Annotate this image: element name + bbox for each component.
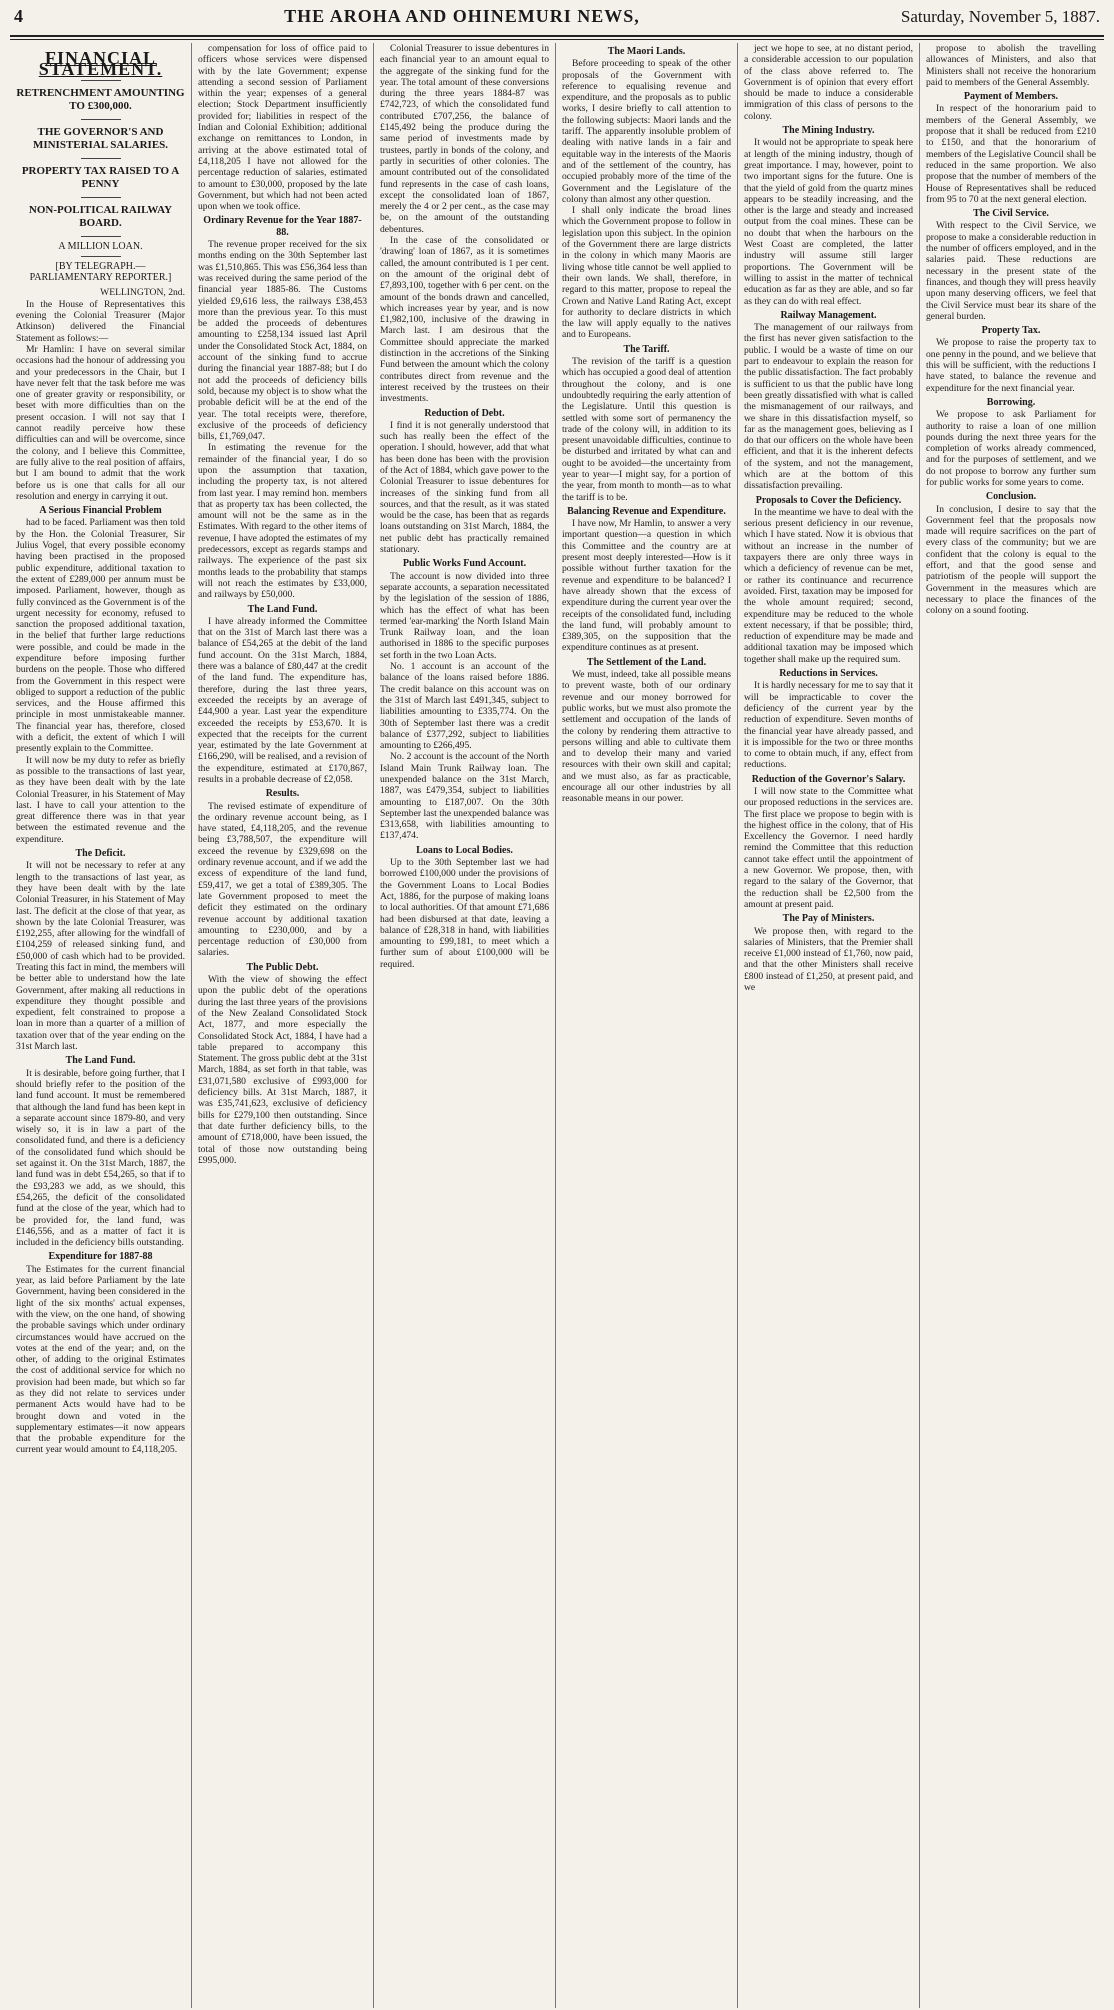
paragraph: In the meantime we have to deal with the serious present deficiency in our revenue, which I have stated. Now it is obvious that without an increase in the number of taxpayers there are only three ways in which a deficiency of revenue can be met, or rather its continuance and recurrence avoided. First, taxation may be imposed for the whole amount required; second, expenditure may be reduced to the whole extent necessary, if that be possible; third, reduction of expenditure may be made and additional taxation may be imposed which together shall make up the required sum. — [744, 506, 913, 665]
dateline: WELLINGTON, 2nd. — [100, 287, 185, 299]
deck-3: PROPERTY TAX RAISED TO A PENNY — [21, 164, 180, 190]
column-body — [744, 43, 913, 993]
deck-5: A MILLION LOAN. — [58, 240, 143, 252]
section-heading: Proposals to Cover the Deficiency. — [755, 494, 902, 506]
column-body — [198, 43, 367, 1166]
section-heading: The Deficit. — [75, 848, 126, 860]
paragraph: I have now, Mr Hamlin, to answer a very important question—a question in which this Committee and the country are at present most deeply interested—How is it possible without further taxation for the revenue and expenditure to be balanced? I have already shown that the excess of expenditure during the current year over the receipts of the consolidated fund, including the land fund, will probably amount to £389,305, on the supposition that the expenditure continues as at present. — [562, 518, 731, 654]
paragraph: The Estimates for the current financial year, as laid before Parliament by the late Government, having been considered in the light of the six months' actual expenses, with the view, on the one hand, of showing the probable savings which under ordinary circumstances would have accrued on the votes at the end of the year; and, on the other, of adding to the original Estimates the cost of additional service for which no provision had been made, but which so far as they did not relate to services under permanent Acts would have had to be brought down and voted in the supplementary estimates—it now appears that the probable expenditure for the current year would amount to £4,118,205. — [16, 1263, 185, 1456]
page-number: 4 — [14, 6, 23, 26]
column-6 — [920, 43, 1102, 2008]
paragraph: The revision of the tariff is a question which has occupied a good deal of attention throughout the colony, and is one undoubtedly requiring the early attention of the Legislature. Until this question is settled with some sort of permanency the trade of the colony will, in addition to its present unavoidable difficulties, continue to be disturbed and irritated by what can and ought to be avoided—the uncertainty from year to year—I might say, for a portion of the year, from month to month—as to what the tariff is to be. — [562, 356, 731, 503]
section-heading: Ordinary Revenue for the Year 1887-88. — [203, 215, 362, 238]
paragraph: It will now be my duty to refer as briefly as possible to the transactions of last year, as they have been dealt with by the late Colonial Treasurer, in his Statement of May last. I have to call your attention to the great difference there was in that year between the estimated revenue and the expenditure. — [16, 754, 185, 845]
section-heading: The Settlement of the Land. — [586, 656, 707, 668]
column-3 — [374, 43, 556, 2008]
paragraph: In the House of Representatives this evening the Colonial Treasurer (Major Atkinson) delivered the Financial Statement as follows:— — [16, 298, 185, 344]
paragraph: I have already informed the Committee that on the 31st of March last there was a balance of £54,265 at the debit of the land fund account. On the 31st March, 1884, there was a balance of £80,447 at the credit of the land fund. The expenditure has, therefore, during the last three years, exceeded the receipts by an average of £44,900 a year. Last year the expenditure exceeded the receipts by £53,670. It is expected that the receipts for the current year, estimated by the late Government at £166,290, will be realised, and a revision of the expenditure, estimated at £170,867, results in a probable decrease of £2,058. — [198, 615, 367, 785]
paragraph: I shall only indicate the broad lines which the Government propose to follow in legislation upon this subject. In the opinion of the Government there are large districts in the colony in which many Maoris are living whose title cannot be well applied to their own lands. We shall, therefore, in regard to this matter, propose to repeal the Crown and Native Land Rating Act, except for authority to declare districts in which the law will apply equally to the natives and to Europeans. — [562, 205, 731, 341]
column-5 — [738, 43, 920, 2008]
section-heading: Reductions in Services. — [779, 668, 878, 680]
paragraph: It is desirable, before going further, that I should briefly refer to the position of the land fund account. It must be remembered that although the land fund has been kept in a separate account since 1879-80, and very wisely so, it is in law a part of the consolidated fund, and there is a deficiency of the consolidated fund which should be set against it. On the 31st March, 1887, the land fund was in debt £54,265, so that if to the £93,283 we add, as we should, this £54,265, the deficit of the consolidated fund at the close of the year, which had to be provided for, the land fund, was £146,556, and as a matter of fact it is included in the deficiency bills outstanding. — [16, 1067, 185, 1249]
section-heading: Loans to Local Bodies. — [416, 844, 513, 856]
section-heading: Borrowing. — [986, 396, 1036, 408]
section-heading: Public Works Fund Account. — [402, 558, 527, 570]
section-heading: The Maori Lands. — [607, 46, 686, 57]
paragraph: The revenue proper received for the six months ending on the 30th September last was £1,510,865. This was £56,364 less than was received during the same period of the financial year 1885-86. The Customs yielded £9,616 less, the railways £38,453 more than the previous year. To this must be added the proceeds of debentures amounting to £258,134 issued last April under the Consolidated Stock Act, 1884, on account of the sinking fund to accrue during the financial year 1887-88; but I do not add the proceeds of deficiency bills sold, because my object is to show what the probable deficit will be at the end of the year. The total receipts were, therefore, exclusive of the proceeds of deficiency bills, £1,769,047. — [198, 239, 367, 443]
paragraph: ject we hope to see, at no distant period, a considerable accession to our population of the class above referred to. The Government is of opinion that every effort should be made to induce a considerable immigration of this class of persons to the colony. — [744, 43, 913, 122]
paragraph: With the view of showing the effect upon the public debt of the operations during the last three years of the provisions of the New Zealand Consolidated Stock Act, 1877, and more especially the Consolidated Stock Act, 1884, I have had a table prepared to accompany this Statement. The gross public debt at the 31st March, 1884, as set forth in that table, was £31,071,580 exclusive of £993,000 for deficiency bills. At 31st March, 1887, it was £35,741,623, exclusive of deficiency bills for £279,100 then outstanding. Since that date further deficiency bills, to the amount of £718,000, have been issued, the total of those now outstanding being £995,000. — [198, 974, 367, 1166]
section-heading: The Tariff. — [623, 343, 670, 355]
paragraph: compensation for loss of office paid to officers whose services were dispensed with by the late Government; expense attending a second session of Parliament within the year; expenses of a general election; Stock Department insufficiently provided for; liabilities in respect of the Indian and Colonial Exhibition; additional exchange on remittances to London, in arriving at the above estimated total of £4,118,205 I have not allowed for the percentage reduction of salaries, estimated to amount to £30,000, proposed by the late Government, but which had not been acted upon when we took office. — [198, 43, 367, 213]
section-heading: Railway Management. — [780, 309, 877, 321]
section-heading: The Public Debt. — [246, 961, 319, 973]
masthead — [10, 4, 1104, 37]
column-body — [926, 43, 1096, 617]
section-heading: The Mining Industry. — [782, 125, 875, 137]
section-heading: Balancing Revenue and Expenditure. — [567, 505, 726, 517]
paragraph: I find it is not generally understood that such has really been the effect of the operation. I should, however, add that what has been done has been with the provision of the Act of 1884, which gave power to the Colonial Treasurer to issue debentures for increases of the sinking fund from all sources, and that the result, as it was stated would be the case, has been that as regards loans outstanding on 31st March, 1884, the net public debt has practically remained stationary. — [380, 419, 549, 556]
section-heading: Conclusion. — [985, 491, 1037, 503]
section-heading: The Land Fund. — [247, 603, 318, 615]
column-body — [562, 46, 731, 805]
paragraph: The account is now divided into three separate accounts, a separation necessitated by the legislation of the session of 1886, which has the effect of what has been termed 'ear-marking' the North Island Main Trunk Railway loan, and the loan authorised in 1886 to the specific purposes set forth in the two Loan Acts. — [380, 570, 549, 661]
paragraph: It is hardly necessary for me to say that it will be impracticable to cover the deficiency of the current year by the reduction of expenditure. Seven months of the financial year have already passed, and it is impossible for the two or three months to come to obtain much, if any, effect from reductions. — [744, 680, 913, 771]
paragraph: propose to abolish the travelling allowances of Ministers, and also that Ministers shall not receive the honorarium paid to members of the General Assembly. — [926, 43, 1096, 88]
section-heading: Property Tax. — [981, 325, 1041, 337]
paragraph: Mr Hamlin: I have on several similar occasions had the honour of addressing you and your predecessors in the Chair, but I have never felt that the task before me was one of greater gravity or responsibility, or beset with more difficulties than on the present occasion. I will not say that I cannot readily perceive how these difficulties can and will be overcome, since the colony, and I believe this Committee, are fully alive to the real position of affairs, but I am bound to admit that the work before us is one that calls for all our resolution and energy in carrying it out. — [16, 343, 185, 502]
column-body — [16, 299, 185, 1456]
paragraph: We propose to raise the property tax to one penny in the pound, and we believe that this will be sufficient, with the reductions I have stated, to balance the revenue and expenditure for the next financial year. — [926, 337, 1096, 394]
masthead-rule — [10, 39, 1104, 40]
deck-1: RETRENCHMENT AMOUNTING TO £300,000. — [16, 86, 185, 112]
divider — [81, 256, 121, 257]
section-heading: Reduction of the Governor's Salary. — [751, 773, 906, 785]
section-heading: The Pay of Ministers. — [782, 913, 875, 925]
paragraph: Colonial Treasurer to issue debentures in each financial year to an amount equal to the aggregate of the sinking fund for the year. The total amount of these conversions during the three years 1884-87 was £742,723, of which the consolidated fund contributed £707,256, the balance of £145,492 being the produce during the same period of investments made by trustees, partly in bonds of the colony, and partly in securities of other colonies. The amount contributed out of the consolidated fund represents in the case of cash loans, except the consolidated loan of 1867, merely the 4 or 2 per cent., as the case may be, on the amount of the outstanding debentures. — [380, 43, 549, 235]
paragraph: had to be faced. Parliament was then told by the Hon. the Colonial Treasurer, Sir Julius Vogel, that every possible economy having been practised in the proposed public expenditure, additional taxation to the extent of £289,000 per annum must be imposed. Parliament, however, though as fully convinced as the Government is of the urgent necessity for economy, refused to sanction the proposed additional taxation, in the belief that further large reductions were possible, and could be made in the expenditure before imposing further burdens on the people. Those who differed from the Government in this respect were obliged to support a reduction of the public services, and the House affirmed this principle in most unmistakeable manner. The financial year has, therefore, closed with a deficit, the extent of which I will presently explain to the Committee. — [16, 517, 185, 755]
paragraph: With respect to the Civil Service, we propose to make a considerable reduction in the number of officers employed, and in the salaries paid. These reductions are necessary in the present state of the finances, and though they will press heavily upon many deserving officers, we feel that the Civil Service must bear its share of the general burden. — [926, 220, 1096, 322]
paragraph: We propose then, with regard to the salaries of Ministers, that the Premier shall receive £1,000 instead of £1,760, now paid, and that the other Ministers shall receive £800 instead of £1,250, at present paid, and we — [744, 925, 913, 994]
newspaper-title: THE AROHA AND OHINEMURI NEWS, — [284, 6, 640, 26]
paragraph: In respect of the honorarium paid to members of the General Assembly, we propose that it shall be reduced from £210 to £150, and that the honorarium of members of the Legislative Council shall be reduced in the same proportion. We also propose that the number of members of the House of Representatives shall be reduced from 95 to 70 at the next general election. — [926, 103, 1096, 205]
divider — [81, 119, 121, 120]
section-heading: Results. — [265, 788, 300, 800]
column-2 — [192, 43, 374, 2008]
paragraph: It would not be appropriate to speak here at length of the mining industry, though of great importance. I may, however, point to two important signs for the future. One is that the yield of gold from the quartz mines appears to be steadily increasing, and the other is the large and steady and increased output from the coal mines. These can be no doubt that when the harbours on the West Coast are completed, the latter industry will assume still larger proportions. The Government will be willing to assist in the matter of technical education as far as they are able, and so far as they can do with real effect. — [744, 137, 913, 307]
section-heading: The Civil Service. — [973, 208, 1049, 220]
byline: [BY TELEGRAPH.—PARLIAMENTARY REPORTER.] — [29, 260, 172, 284]
column-4 — [556, 43, 738, 2008]
deck-2: THE GOVERNOR'S AND MINISTERIAL SALARIES. — [32, 125, 169, 151]
paragraph: Up to the 30th September last we had borrowed £100,000 under the provisions of the Government Loans to Local Bodies Act, 1886, for the purpose of making loans to local authorities. Of that amount £71,686 had been disbursed at that date, leaving a balance of £28,318 in hand, with liabilities amounting to £99,181, to meet which a further sum of about £100,000 will be required. — [380, 857, 549, 970]
section-heading: A Serious Financial Problem — [39, 505, 162, 517]
column-1 — [10, 43, 192, 2008]
paragraph: In estimating the revenue for the remainder of the financial year, I do so upon the assumption that taxation, including the property tax, is not altered from last year. I may remind hon. members that as property tax has been collected, the amount will not be the same as in the Estimates. With regard to the other items of revenue, I have adopted the estimates of my predecessors, except as regards stamps and railways. The experience of the past six months leads to the probability that stamps will not reach the estimates by £33,000, and railways by £50,000. — [198, 442, 367, 601]
columns — [10, 43, 1104, 2008]
paragraph: The revised estimate of expenditure of the ordinary revenue account being, as I have stated, £4,118,205, and the revenue being £3,788,507, the expenditure will exceed the revenue by £329,698 on the ordinary revenue account, and if we add the excess of expenditure of the land fund, £59,417, we get a total of £389,305. The late Government proposed to meet the deficit they estimated on the ordinary revenue account by additional taxation amounting to £230,000, and by a percentage reduction of £30,000 from salaries. — [198, 800, 367, 959]
paragraph: In conclusion, I desire to say that the Government feel that the proposals now made will require sacrifices on the part of every class of the community; but we are confident that the colony is equal to the effort, and that the good sense and patriotism of the people will support the Government in the measures which are necessary to place the finances of the colony on a sound footing. — [926, 503, 1096, 617]
paragraph: It will not be necessary to refer at any length to the transactions of last year, as they have been dealt with by the late Colonial Treasurer, in his Statement of May last. The deficit at the close of that year, as shown by the late Colonial Treasurer, was £192,255, after allowing for the windfall of £104,259 of released sinking fund, and £50,000 of cash which had to be provided. Treating this fact in mind, the members will be better able to understand how the late Government, after making all reductions in expenditure they thought possible and expedient, felt constrained to propose a loan in more than a quarter of a million of taxation over that of the year ending on the 31st March last. — [16, 860, 185, 1053]
divider — [81, 80, 121, 81]
column-body — [380, 43, 549, 970]
section-heading: Payment of Members. — [963, 91, 1059, 103]
paragraph: In the case of the consolidated or 'drawing' loan of 1867, as it is sometimes called, the amount contributed is 1 per cent. on the amount of the original debt of £7,893,100, together with 6 per cent. on the amount of the bonds drawn and cancelled, which increases year by year, and is now £1,982,100, inclusive of the drawing in March last. I am desirous that the Committee should appreciate the marked distinction in the accretions of the Sinking Fund between the amount which the colony contributes direct from revenue and the interest received by the trustees on their investments. — [380, 235, 549, 405]
divider — [81, 158, 121, 159]
paragraph: I will now state to the Committee what our proposed reductions in the services are. The first place we propose to begin with is the highest office in the colony, that of His Excellency the Governor. I need hardly remind the Committee that this reduction cannot take effect until the appointment of a new Governor. We propose, then, with regard to the salary of the Governor, that the reduction shall be £2,500 from the amount at present paid. — [744, 786, 913, 910]
divider — [81, 197, 121, 198]
paragraph: We propose to ask Parliament for authority to raise a loan of one million pounds during the next three years for the completion of works already commenced, and for the purposes of settlement, and we do not propose to borrow any further sum for public works for some years to come. — [926, 409, 1096, 488]
paragraph: No. 1 account is an account of the balance of the loans raised before 1886. The credit balance on this account was on the 31st of March last £491,345, subject to liabilities amounting to £335,774. On the 30th of September last there was a credit balance of £377,292, subject to liabilities amounting to £266,495. — [380, 661, 549, 752]
section-heading: Reduction of Debt. — [424, 407, 505, 419]
headline: FINANCIAL STATEMENT. — [38, 48, 163, 80]
paragraph: No. 2 account is the account of the North Island Main Trunk Railway loan. The unexpended balance on the 31st March, 1887, was £479,354, subject to liabilities amounting to £187,007. On the 30th September last the unexpended balance was £313,658, with liabilities amounting to £137,474. — [380, 751, 549, 842]
section-heading: Expenditure for 1887-88 — [48, 1251, 153, 1263]
section-heading: The Land Fund. — [65, 1055, 136, 1067]
paragraph: We must, indeed, take all possible means to prevent waste, both of our ordinary revenue and our money borrowed for public works, but we must also promote the settlement and occupation of the lands of the colony by rendering them attractive to persons willing and able to cultivate them and to develop their many and varied resources with their own skill and capital; and we must also, as far as practicable, encourage all our other industries by all reasonable means in our power. — [562, 669, 731, 805]
paragraph: Before proceeding to speak of the other proposals of the Government with reference to equalising revenue and expenditure, and the proposals as to public works, I desire briefly to call attention to the following subjects: Maori lands and the tariff. The apparently insoluble problem of dealing with native lands in a fair and equitable way in the interests of the Maoris and of the settlement of the country, has occupied probably more of the time of the Government and the Legislature of the colony than almost any other question. — [562, 58, 731, 205]
issue-date: Saturday, November 5, 1887. — [900, 7, 1100, 26]
paragraph: The management of our railways from the first has never given satisfaction to the public. I would be a waste of time on our part to endeavour to explain the reason for the public dissatisfaction. The fact probably is sufficient to us that the public have long been greatly dissatisfied with what is called the mismanagement of our railways, and we share in this dissatisfaction myself, so far as the management goes, believing as I do that our officers on the whole have been efficient, and that it is the inherent defects of the system, and not the management, which are at the bottom of this dissatisfaction prevailing. — [744, 322, 913, 492]
divider — [81, 236, 121, 237]
deck-4: NON-POLITICAL RAILWAY BOARD. — [28, 203, 173, 229]
